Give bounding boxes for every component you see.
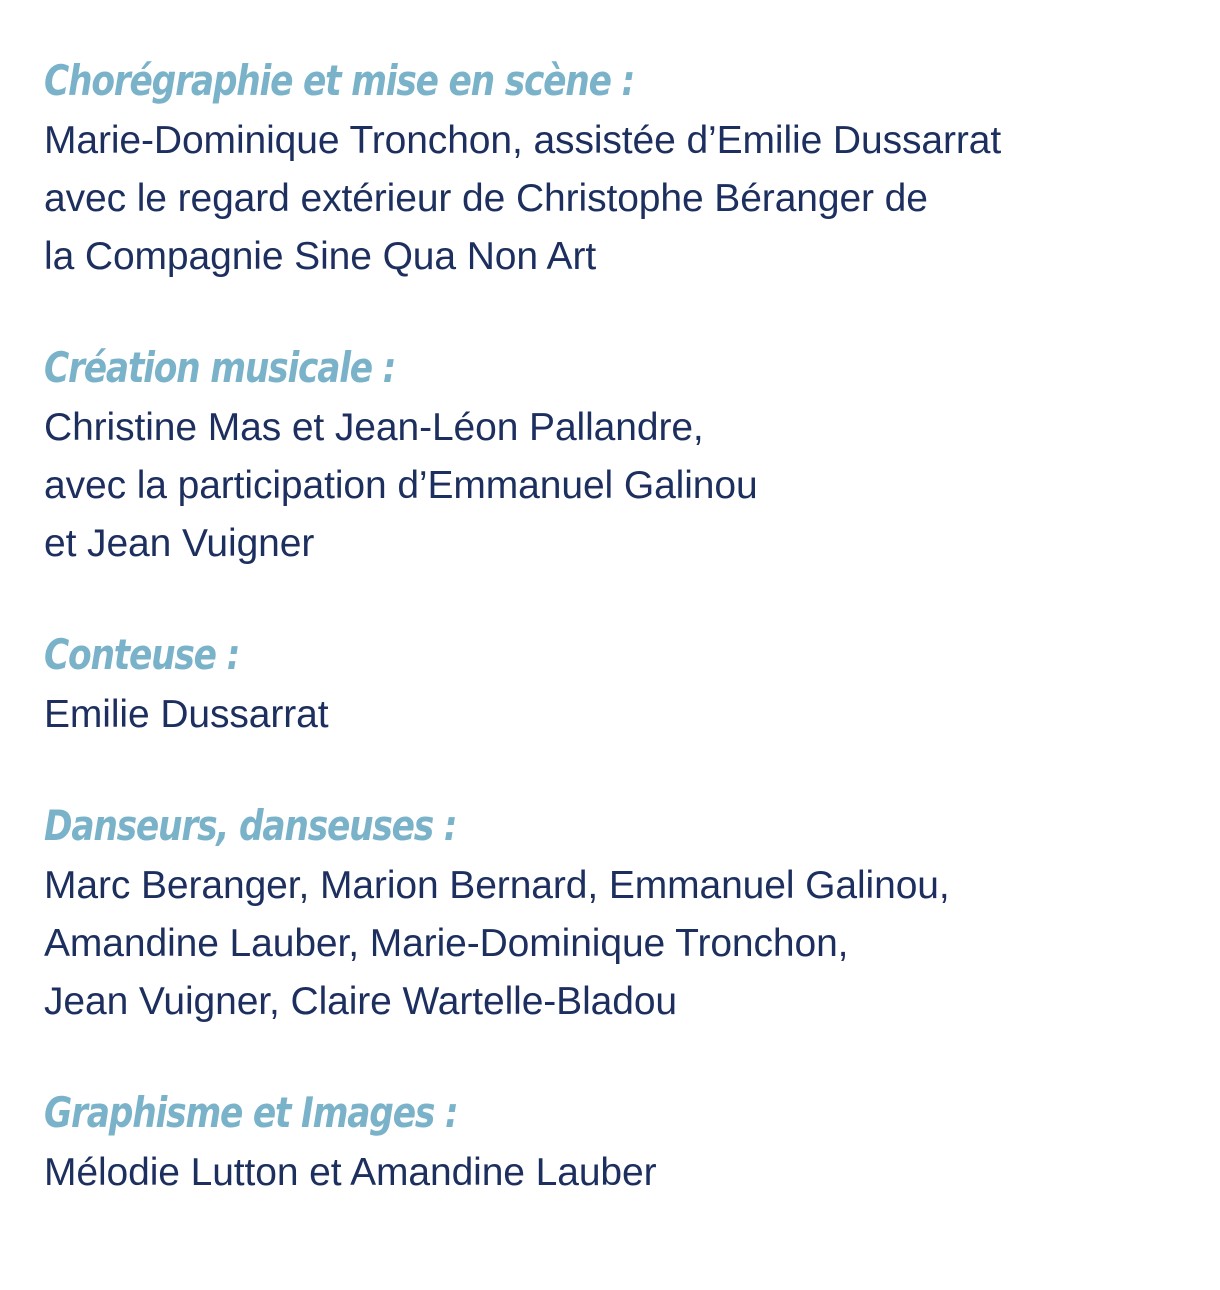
credits-section-dancers	[44, 795, 1194, 1031]
credits-page	[44, 50, 1194, 1202]
credit-line: avec la participation d’Emmanuel Galinou	[44, 464, 758, 507]
credit-line: Emilie Dussarrat	[44, 693, 329, 736]
credit-line: Marie-Dominique Tronchon, assistée d’Emilie Dussarrat	[44, 119, 1002, 162]
credit-line: Christine Mas et Jean-Léon Pallandre,	[44, 406, 704, 449]
credits-section-choreography	[44, 50, 1194, 286]
credits-section-storyteller	[44, 624, 1194, 744]
section-heading: Création musicale :	[44, 343, 396, 392]
credit-line: avec le regard extérieur de Christophe Béranger de	[44, 177, 928, 220]
credit-line: Mélodie Lutton et Amandine Lauber	[44, 1151, 657, 1194]
section-heading: Chorégraphie et mise en scène :	[44, 56, 635, 105]
credits-section-graphics	[44, 1082, 1194, 1202]
credit-line: Marc Beranger, Marion Bernard, Emmanuel Galinou,	[44, 864, 950, 907]
credit-line: Jean Vuigner, Claire Wartelle-Bladou	[44, 980, 678, 1023]
section-heading: Graphisme et Images :	[44, 1088, 458, 1137]
credit-line: Amandine Lauber, Marie-Dominique Tronchon,	[44, 922, 849, 965]
section-heading: Danseurs, danseuses :	[44, 801, 457, 850]
credit-line: la Compagnie Sine Qua Non Art	[44, 235, 597, 278]
section-heading: Conteuse :	[44, 630, 240, 679]
credit-line: et Jean Vuigner	[44, 522, 315, 565]
credits-section-music	[44, 337, 1194, 573]
